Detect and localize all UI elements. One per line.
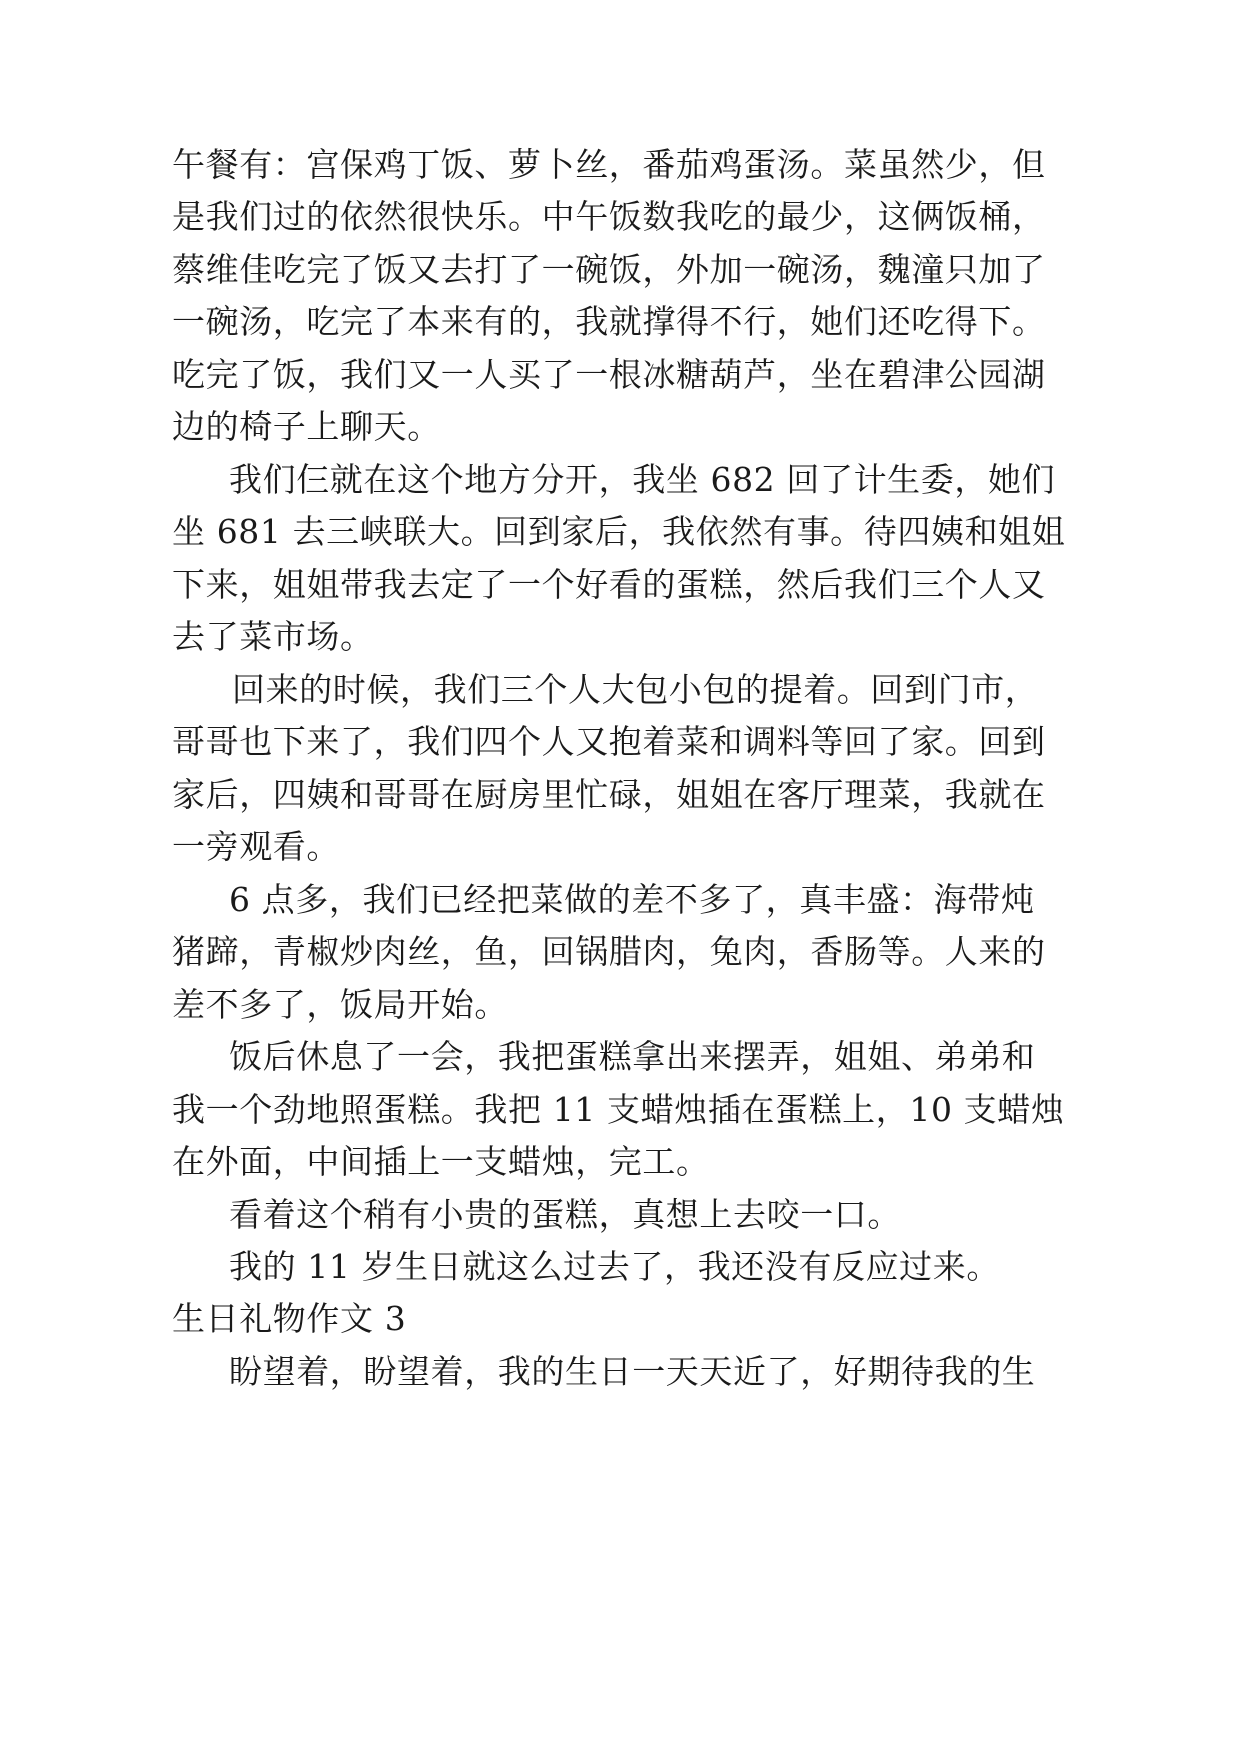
text-line: 家后，四姨和哥哥在厨房里忙碌，姐姐在客厅理菜，我就在	[172, 775, 1046, 814]
text-line: 在外面，中间插上一支蜡烛，完工。	[172, 1142, 710, 1181]
text-line: 哥哥也下来了，我们四个人又抱着菜和调料等回了家。回到	[172, 722, 1046, 761]
text-line: 一碗汤，吃完了本来有的，我就撑得不行，她们还吃得下。	[172, 302, 1046, 341]
text-line: 回来的时候，我们三个人大包小包的提着。回到门市，	[232, 670, 1039, 709]
section-heading: 生日礼物作文 3	[172, 1299, 407, 1338]
text-line: 一旁观看。	[172, 827, 340, 866]
text-line: 边的椅子上聊天。	[172, 407, 441, 446]
text-line: 午餐有：宫保鸡丁饭、萝卜丝，番茄鸡蛋汤。菜虽然少，但	[172, 145, 1046, 184]
text-line: 看着这个稍有小贵的蛋糕，真想上去咬一口。	[229, 1195, 901, 1234]
text-line: 蔡维佳吃完了饭又去打了一碗饭，外加一碗汤，魏潼只加了	[172, 250, 1046, 289]
text-line: 吃完了饭，我们又一人买了一根冰糖葫芦，坐在碧津公园湖	[172, 355, 1046, 394]
text-line: 差不多了，饭局开始。	[172, 985, 508, 1024]
text-line: 坐 681 去三峡联大。回到家后，我依然有事。待四姨和姐姐	[172, 512, 1066, 551]
text-line: 6 点多，我们已经把菜做的差不多了，真丰盛：海带炖	[229, 880, 1035, 919]
text-line: 饭后休息了一会，我把蛋糕拿出来摆弄，姐姐、弟弟和	[229, 1037, 1036, 1076]
text-line: 去了菜市场。	[172, 617, 374, 656]
text-line: 我们仨就在这个地方分开，我坐 682 回了计生委，她们	[229, 460, 1056, 499]
text-line: 是我们过的依然很快乐。中午饭数我吃的最少，这俩饭桶，	[172, 197, 1046, 236]
text-line: 盼望着，盼望着，我的生日一天天近了，好期待我的生	[229, 1352, 1036, 1391]
text-line: 猪蹄，青椒炒肉丝，鱼，回锅腊肉，兔肉，香肠等。人来的	[172, 932, 1046, 971]
text-line: 下来，姐姐带我去定了一个好看的蛋糕，然后我们三个人又	[172, 565, 1046, 604]
text-line: 我的 11 岁生日就这么过去了，我还没有反应过来。	[229, 1247, 1000, 1286]
text-line: 我一个劲地照蛋糕。我把 11 支蜡烛插在蛋糕上，10 支蜡烛	[172, 1090, 1065, 1129]
